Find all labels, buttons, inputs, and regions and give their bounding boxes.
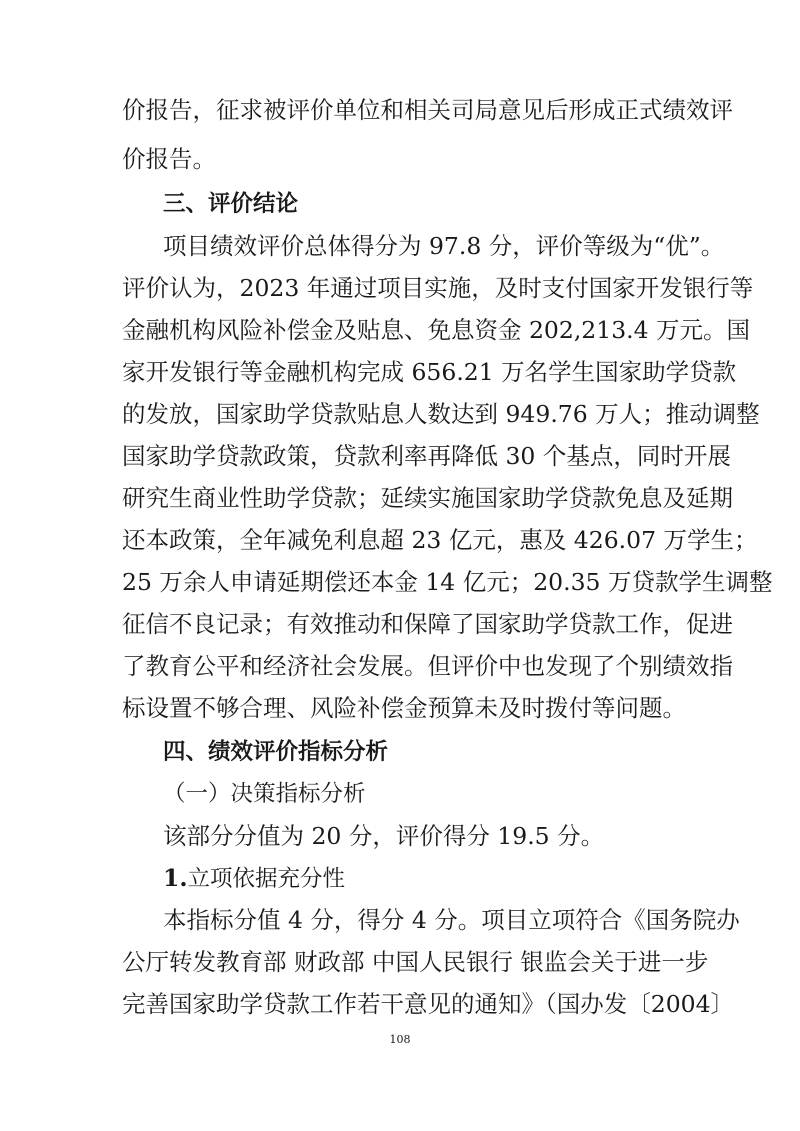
body-line: 还本政策，全年减免利息超 23 亿元，惠及 426.07 万学生；: [122, 526, 758, 554]
section-heading: 三、评价结论: [163, 191, 299, 217]
body-line: 金融机构风险补偿金及贴息、免息资金 202,213.4 万元。国: [122, 316, 751, 344]
body-line: 本指标分值 4 分，得分 4 分。项目立项符合《国务院办: [163, 906, 740, 934]
body-line: 了教育公平和经济社会发展。但评价中也发现了个别绩效指: [122, 652, 733, 680]
item-heading: [163, 860, 688, 897]
section-heading: 四、绩效评价指标分析: [163, 739, 389, 765]
body-line: 征信不良记录；有效推动和保障了国家助学贷款工作，促进: [122, 610, 733, 638]
body-line: 家开发银行等金融机构完成 656.21 万名学生国家助学贷款: [122, 358, 737, 386]
body-line: 的发放，国家助学贷款贴息人数达到 949.76 万人；推动调整: [122, 400, 760, 428]
page-number: 108: [389, 1033, 411, 1046]
body-line: 研究生商业性助学贷款；延续实施国家助学贷款免息及延期: [122, 484, 733, 512]
body-line: 价报告，征求被评价单位和相关司局意见后形成正式绩效评: [122, 96, 733, 124]
body-line: 该部分分值为 20 分，评价得分 19.5 分。: [163, 822, 605, 850]
body-line: 价报告。: [122, 145, 216, 173]
body-line: 评价认为，2023 年通过项目实施，及时支付国家开发银行等: [122, 274, 754, 302]
body-line: 公厅转发教育部 财政部 中国人民银行 银监会关于进一步: [122, 948, 709, 976]
body-line: 国家助学贷款政策，贷款利率再降低 30 个基点，同时开展: [122, 442, 731, 470]
body-line: 项目绩效评价总体得分为 97.8 分，评价等级为“优”。: [163, 232, 725, 260]
body-line: 完善国家助学贷款工作若干意见的通知》（国办发〔2004〕: [122, 990, 735, 1018]
item-title: 立项依据充分性: [187, 866, 346, 892]
body-line: 标设置不够合理、风险补偿金预算未及时拨付等问题。: [122, 694, 686, 722]
subsection-heading: （一）决策指标分析: [163, 781, 366, 807]
body-line: 25 万余人申请延期偿还本金 14 亿元；20.35 万贷款学生调整: [122, 568, 773, 596]
item-number: 1.: [163, 864, 188, 892]
